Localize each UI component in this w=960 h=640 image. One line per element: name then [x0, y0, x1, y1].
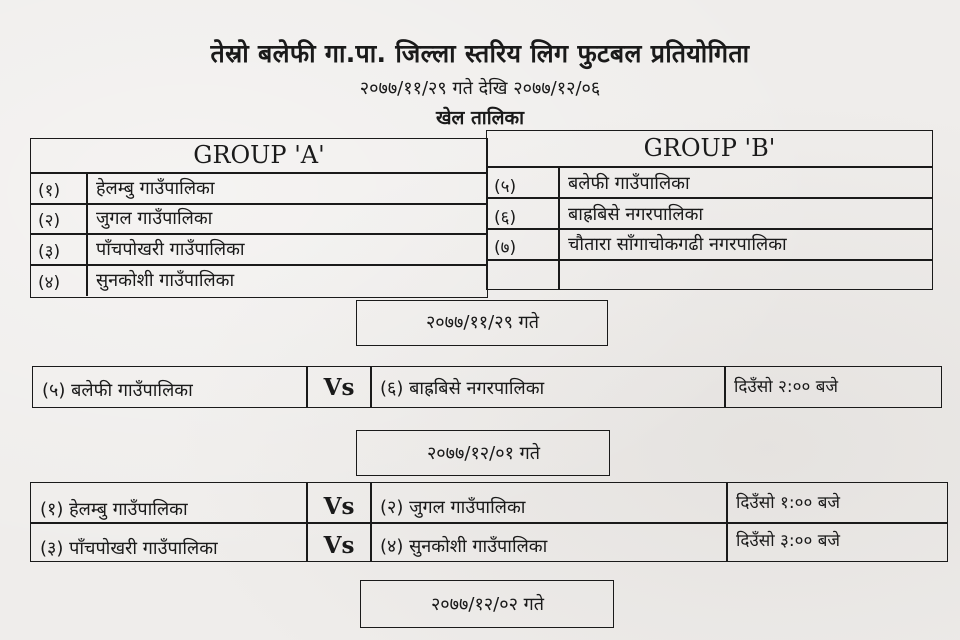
group-b-team-2-num: (६) — [494, 208, 517, 228]
match-away-team: (६) बाह्रबिसे नगरपालिका — [380, 378, 545, 399]
group-a-team-2-name: जुगल गाउँपालिका — [96, 208, 213, 229]
group-a-team-3-num: (३) — [38, 242, 61, 262]
date-range-subtitle: २०७७/११/२९ गते देखि २०७७/१२/०६ — [359, 78, 601, 99]
group-a-team-4-name: सुनकोशी गाउँपालिका — [96, 270, 235, 291]
match-home-team: (५) बलेफी गाउँपालिका — [42, 380, 193, 401]
match-time: दिउँसो १:०० बजे — [736, 493, 841, 513]
group-a-team-1-name: हेलम्बु गाउँपालिका — [96, 178, 215, 199]
group-b-team-2-name: बाह्रबिसे नगरपालिका — [568, 204, 704, 225]
match-time: दिउँसो ३:०० बजे — [736, 531, 841, 551]
vs-label: Vs — [323, 493, 355, 520]
date-label-day-2: २०७७/१२/०१ गते — [426, 443, 541, 464]
group-a-title: GROUP 'A' — [193, 141, 325, 169]
date-label-day-3: २०७७/१२/०२ गते — [430, 594, 545, 615]
match-away-team: (४) सुनकोशी गाउँपालिका — [380, 536, 548, 557]
group-b-team-1-name: बलेफी गाउँपालिका — [568, 173, 690, 194]
vs-label: Vs — [323, 374, 355, 401]
group-b-team-1-num: (५) — [494, 177, 517, 197]
group-a-team-3-name: पाँचपोखरी गाउँपालिका — [96, 239, 245, 260]
document-title: तेस्रो बलेफी गा.पा. जिल्ला स्तरिय लिग फुटबल प्रतियोगिता — [210, 39, 750, 68]
match-home-team: (१) हेलम्बु गाउँपालिका — [40, 499, 188, 520]
match-home-team: (३) पाँचपोखरी गाउँपालिका — [40, 538, 218, 559]
match-away-team: (२) जुगल गाउँपालिका — [380, 497, 526, 518]
schedule-heading: खेल तालिका — [435, 107, 525, 129]
group-b-team-3-num: (७) — [494, 238, 517, 258]
match-time: दिउँसो २:०० बजे — [734, 377, 839, 397]
group-a-team-2-num: (२) — [38, 211, 61, 231]
group-a-team-1-num: (१) — [38, 181, 61, 201]
group-b-title: GROUP 'B' — [643, 134, 776, 162]
group-a-team-4-num: (४) — [38, 273, 61, 293]
group-b-team-3-name: चौतारा साँगाचोकगढी नगरपालिका — [568, 234, 787, 255]
date-label-day-1: २०७७/११/२९ गते — [425, 312, 540, 333]
vs-label: Vs — [323, 532, 355, 559]
